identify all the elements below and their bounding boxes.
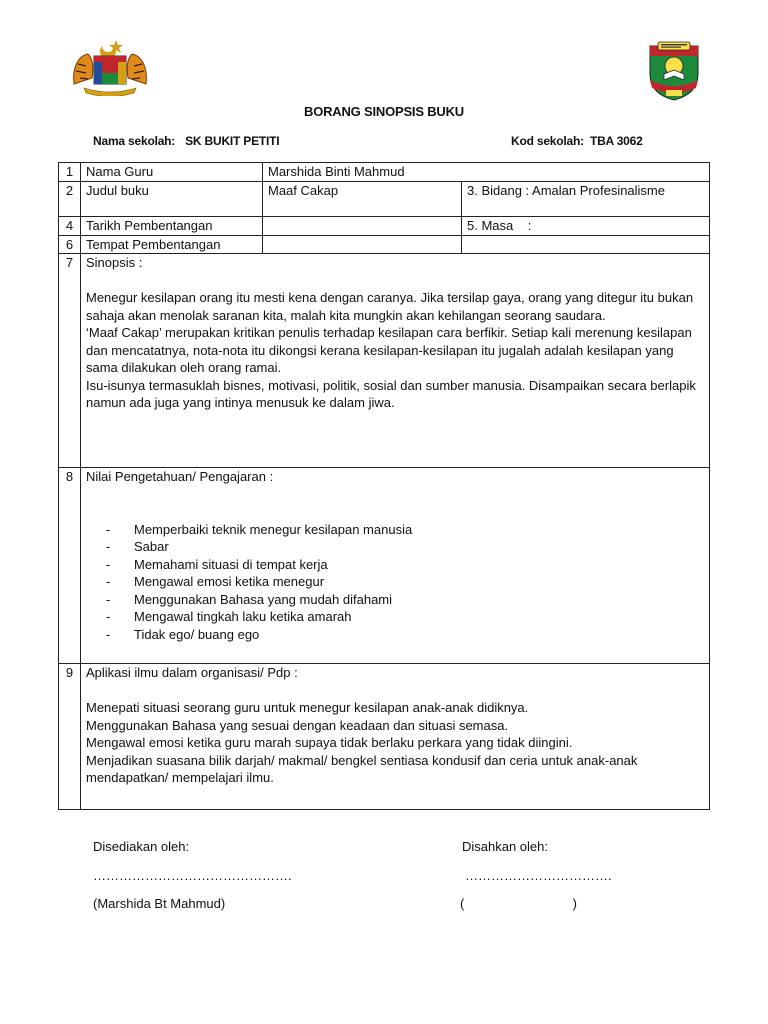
- list-item: - Tidak ego/ buang ego: [106, 626, 704, 644]
- row-number: 9: [59, 664, 81, 810]
- synopsis-paragraph: ‘Maaf Cakap’ merupakan kritikan penulis terhadap kesilapan cara berfikir. Setiap kali merenung kesilapan dan mencatatnya, nota-nota itu dikongsi kerana kesilapan-kesilapan itu jugalah adalah kesilapan yang sama dilakukan oleh orang ramai.: [86, 325, 692, 375]
- row-values-lessons: [59, 468, 710, 664]
- application-line: Mengawal emosi ketika guru marah supaya tidak berlaku perkara yang tidak diingini.: [86, 735, 573, 750]
- synopsis-paragraph: Menegur kesilapan orang itu mesti kena dengan caranya. Jika tersilap gaya, orang yang ditegur itu bukan sahaja akan menolak saranan kita, malah kita mungkin akan kehilangan seorang saudara.: [86, 290, 694, 323]
- knowledge-application-cell: [81, 664, 710, 810]
- synopsis-paragraph: Isu-isunya termasuklah bisnes, motivasi, politik, sosial dan sumber manusia. Disampaikan secara berlapik namun ada juga yang intinya menusuk ke dalam jiwa.: [86, 377, 696, 410]
- row-number: 6: [59, 235, 81, 254]
- prepared-by-signature-line: ……………………………………….: [93, 868, 292, 883]
- row-presentation-date: [59, 217, 710, 236]
- list-item: - Menggunakan Bahasa yang mudah difahami: [106, 591, 704, 609]
- list-item: - Memahami situasi di tempat kerja: [106, 556, 704, 574]
- synopsis-cell: [81, 254, 710, 468]
- row-knowledge-application: [59, 664, 710, 810]
- teacher-name-value: Marshida Binti Mahmud: [263, 163, 710, 182]
- list-item: - Sabar: [106, 538, 704, 556]
- row-number: 1: [59, 163, 81, 182]
- book-title-value: Maaf Cakap: [263, 182, 462, 217]
- presentation-place-extra: [462, 235, 710, 254]
- presentation-place-value: [263, 235, 462, 254]
- row-synopsis: [59, 254, 710, 468]
- time-label: 5. Masa :: [462, 217, 710, 236]
- approved-by-signature-line: …………………………….: [465, 868, 612, 883]
- list-item: - Memperbaiki teknik menegur kesilapan manusia: [106, 521, 704, 539]
- list-item: - Mengawal emosi ketika menegur: [106, 573, 704, 591]
- synopsis-form-table: [58, 162, 710, 810]
- row-number: 8: [59, 468, 81, 664]
- synopsis-label: Sinopsis :: [86, 255, 143, 270]
- row-presentation-place: [59, 235, 710, 254]
- row-book-title: [59, 182, 710, 217]
- prepared-by-label: Disediakan oleh:: [93, 839, 190, 854]
- presentation-date-label: Tarikh Pembentangan: [81, 217, 263, 236]
- school-name-field: [93, 134, 279, 148]
- teacher-name-label: Nama Guru: [81, 163, 263, 182]
- approved-by-label: Disahkan oleh:: [462, 839, 548, 854]
- malaysia-coat-of-arms-logo: [68, 38, 152, 96]
- list-item: - Mengawal tingkah laku ketika amarah: [106, 608, 704, 626]
- school-code-label: Kod sekolah:: [511, 134, 584, 148]
- form-title: BORANG SINOPSIS BUKU: [304, 104, 464, 119]
- values-lessons-cell: [81, 468, 710, 664]
- school-code-field: [511, 134, 643, 148]
- school-name-value: SK BUKIT PETITI: [185, 134, 280, 148]
- book-title-label: Judul buku: [81, 182, 263, 217]
- school-code-value: TBA 3062: [589, 134, 643, 148]
- presentation-date-value: [263, 217, 462, 236]
- presentation-place-label: Tempat Pembentangan: [81, 235, 263, 254]
- application-line: Menepati situasi seorang guru untuk menegur kesilapan anak-anak didiknya.: [86, 700, 529, 715]
- application-line: Menjadikan suasana bilik darjah/ makmal/ bengkel sentiasa kondusif dan ceria untuk anak-anak mendapatkan/ mempelajari ilmu.: [86, 752, 638, 785]
- application-line: Menggunakan Bahasa yang sesuai dengan keadaan dan situasi semasa.: [86, 717, 509, 733]
- school-name-label: Nama sekolah:: [93, 134, 176, 148]
- approved-by-name: ( ): [460, 896, 578, 911]
- knowledge-application-label: Aplikasi ilmu dalam organisasi/ Pdp :: [86, 665, 298, 680]
- row-number: 2: [59, 182, 81, 217]
- values-list: [86, 521, 704, 644]
- row-number: 4: [59, 217, 81, 236]
- row-number: 7: [59, 254, 81, 468]
- row-teacher-name: [59, 163, 710, 182]
- values-lessons-label: Nilai Pengetahuan/ Pengajaran :: [86, 469, 274, 484]
- school-badge-logo: [646, 40, 702, 102]
- field-label: 3. Bidang : Amalan Profesinalisme: [462, 182, 710, 217]
- prepared-by-name: (Marshida Bt Mahmud): [93, 896, 226, 911]
